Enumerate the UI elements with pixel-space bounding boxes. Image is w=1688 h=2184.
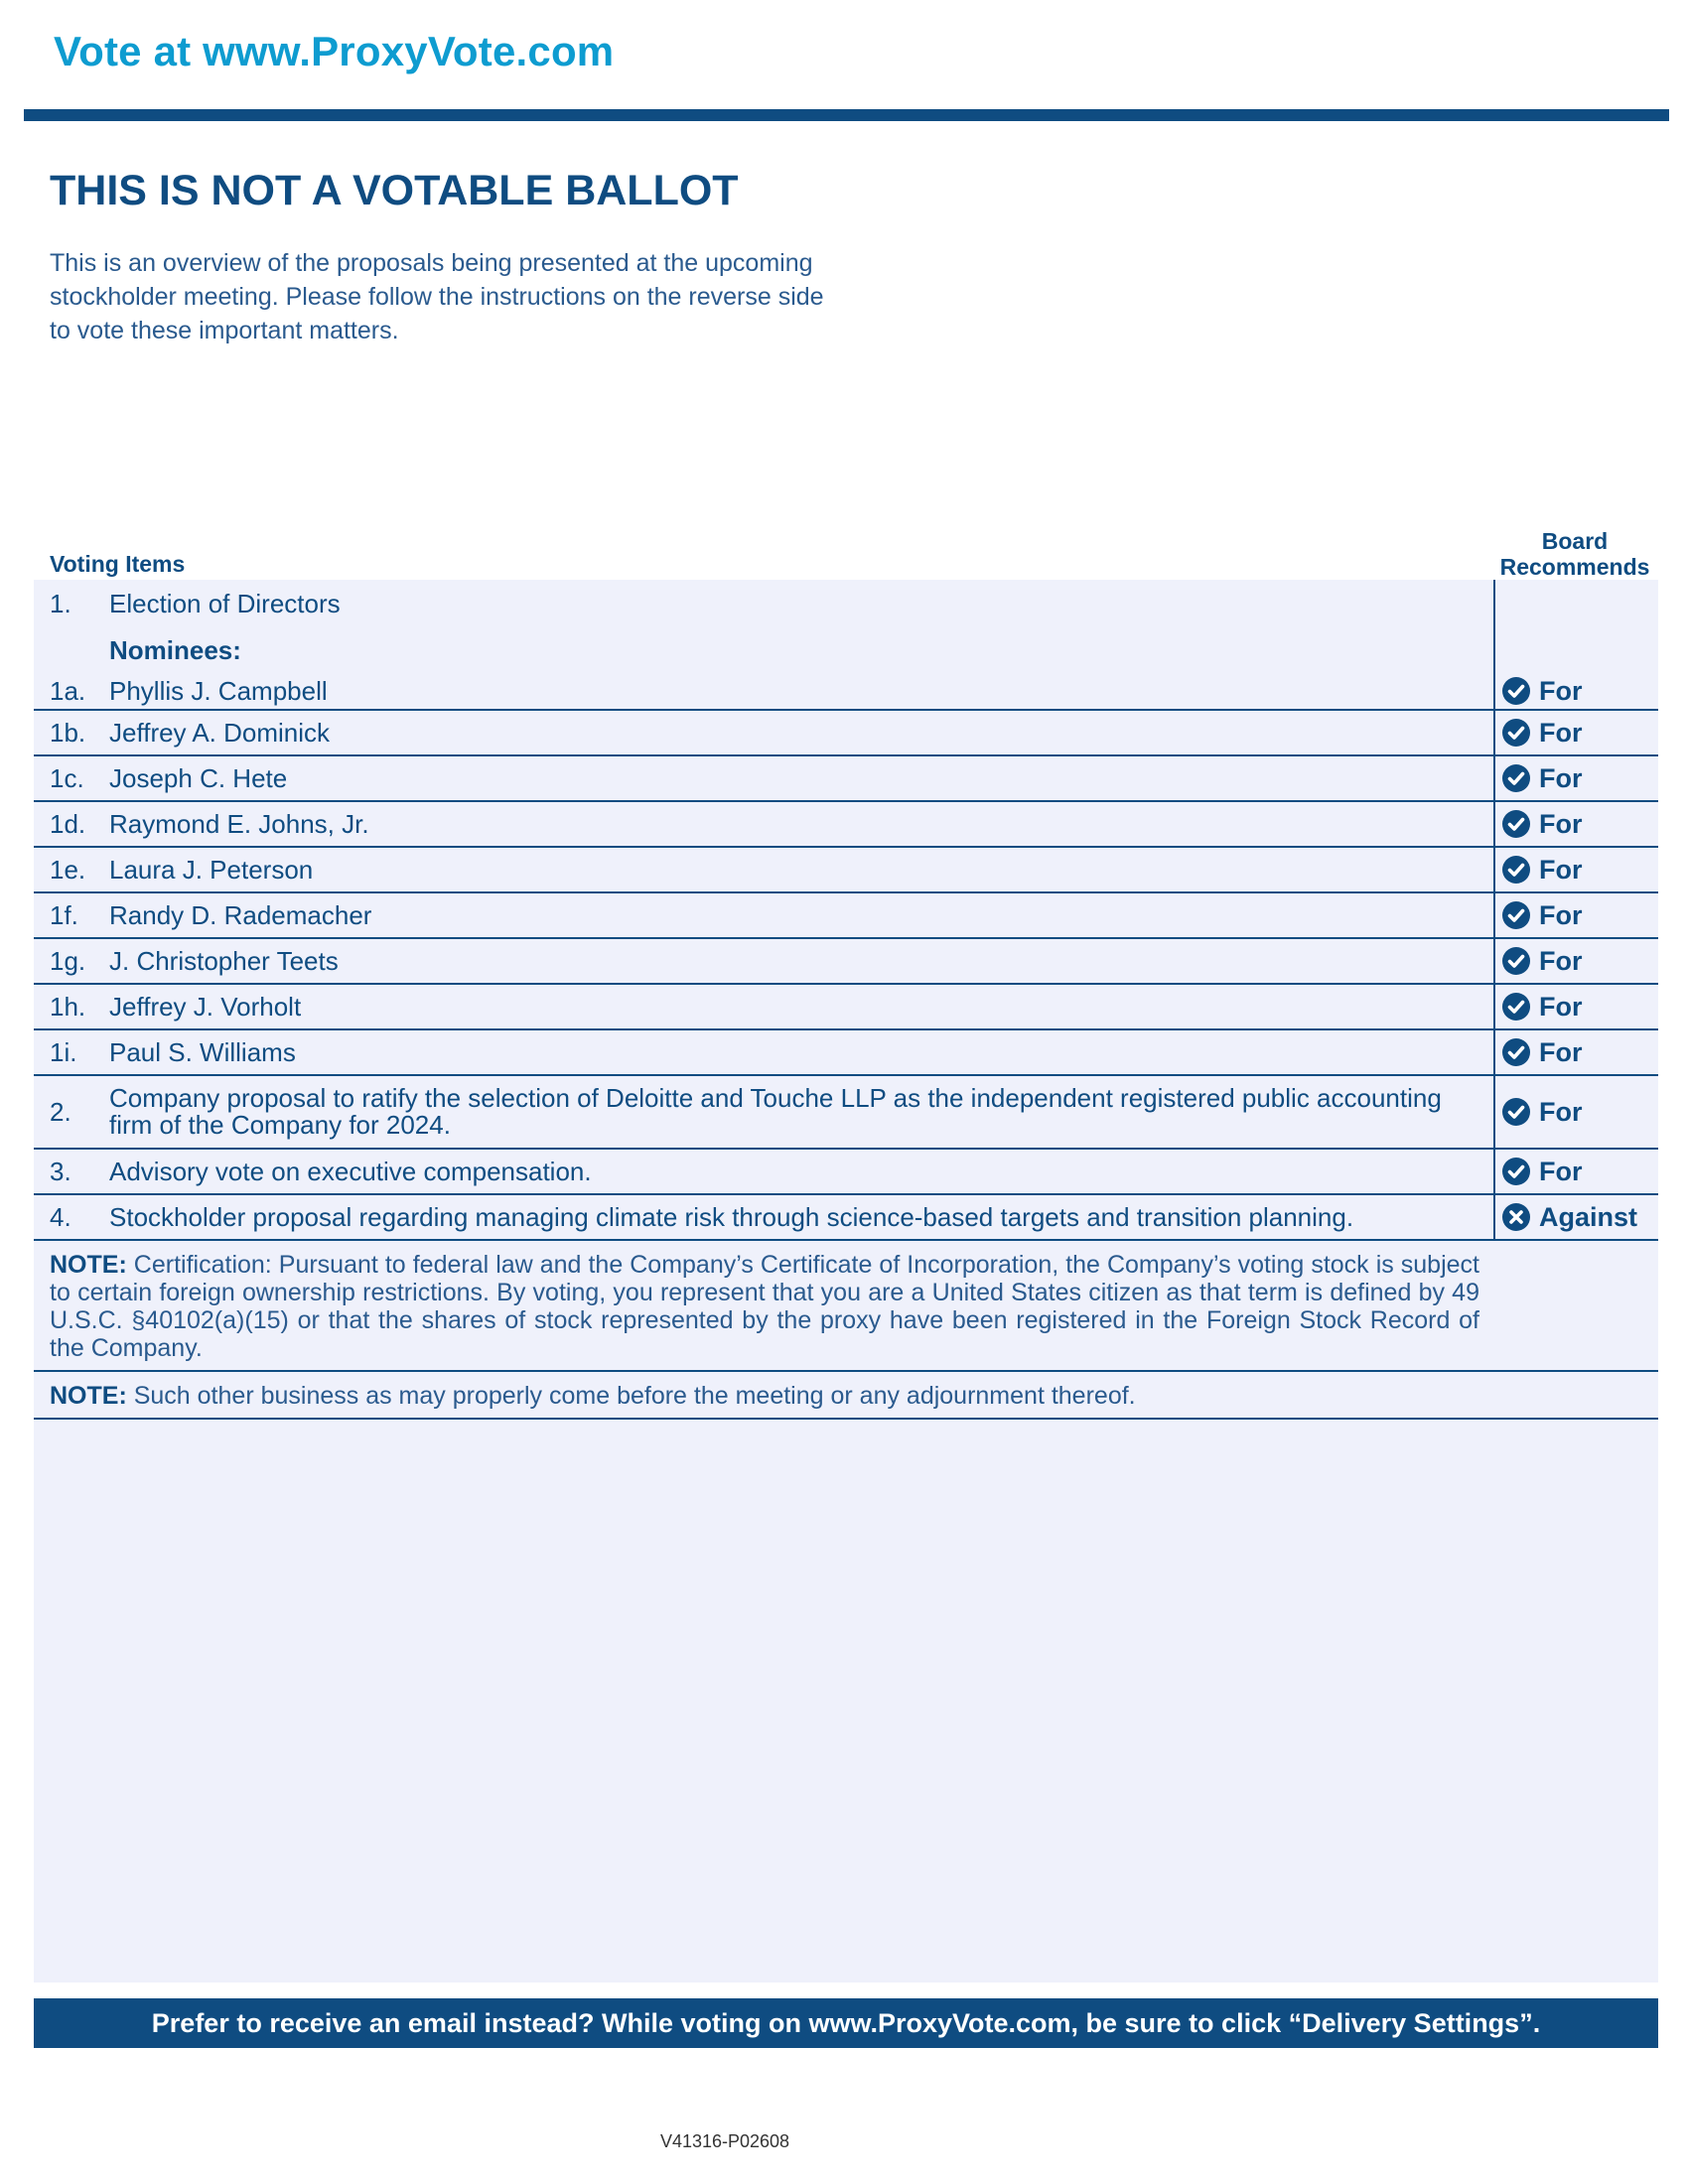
table-row (34, 802, 1658, 848)
item-text: Joseph C. Hete (109, 762, 288, 793)
item-text: Stockholder proposal regarding managing climate risk through science-based targets and transition planning. (109, 1201, 1354, 1232)
recommendation-label: For (1539, 899, 1583, 930)
note-certification (34, 1241, 1658, 1372)
recommendation-label: For (1539, 762, 1583, 793)
recommendation-label: For (1539, 945, 1583, 976)
footer-banner: Prefer to receive an email instead? While voting on www.ProxyVote.com, be sure to click “Delivery Settings”. (34, 1998, 1658, 2048)
recommendation-cell (1495, 580, 1658, 628)
recommendation-cell (1495, 985, 1658, 1028)
nominees-label: Nominees: (109, 635, 241, 665)
check-circle-icon (1501, 718, 1531, 748)
item-number: 1f. (50, 899, 78, 930)
item-number: 3. (50, 1156, 71, 1186)
recommendation-cell (1495, 756, 1658, 800)
item-text: Phyllis J. Campbell (109, 675, 328, 706)
item-cell (34, 711, 1495, 754)
check-circle-icon (1501, 1157, 1531, 1186)
board-label: Board (1541, 528, 1609, 554)
recommendation-cell (1495, 939, 1658, 983)
item-number: 1e. (50, 854, 86, 885)
table-row (34, 1076, 1658, 1150)
voting-items-table (34, 580, 1658, 1420)
check-circle-icon (1501, 992, 1531, 1022)
page-title: THIS IS NOT A VOTABLE BALLOT (50, 167, 739, 214)
item-number: 1. (50, 589, 71, 618)
recommendation-label: For (1539, 717, 1583, 748)
check-circle-icon (1501, 1097, 1531, 1127)
item-number: 1d. (50, 808, 86, 839)
recommendation-label: For (1539, 808, 1583, 839)
check-circle-icon (1501, 900, 1531, 930)
recommendation-cell (1495, 1150, 1658, 1193)
note-body: Certification: Pursuant to federal law and the Company’s Certificate of Incorporation, the Company’s voting stock is subject to certain foreign ownership restrictions. By voting, you represent that you are a United States citizen as that term is defined by 49 U.S.C. §40102(a)(15) or that the shares of stock represented by the proxy have been registered in the Foreign Stock Record of the Company. (50, 1251, 1479, 1362)
item-text: Paul S. Williams (109, 1036, 296, 1067)
recommendation-cell (1495, 1030, 1658, 1074)
item-cell (34, 1150, 1495, 1193)
recommendation-label: For (1539, 1036, 1583, 1067)
election-row (34, 580, 1658, 628)
item-number: 1a. (50, 675, 86, 706)
recommendation-cell (1495, 1076, 1658, 1148)
item-cell (34, 802, 1495, 846)
table-row (34, 985, 1658, 1030)
election-cell (34, 580, 1495, 628)
recommendation-label: Against (1539, 1201, 1638, 1232)
item-cell (34, 939, 1495, 983)
table-row (34, 1150, 1658, 1195)
x-circle-icon (1501, 1202, 1531, 1232)
item-text: J. Christopher Teets (109, 945, 339, 976)
intro-text: This is an overview of the proposals being presented at the upcoming stockholder meeting. Please follow the instructions on the reverse side to vote these important matters. (50, 249, 824, 344)
table-row (34, 893, 1658, 939)
note-certification-text (34, 1241, 1495, 1370)
item-number: 2. (50, 1096, 71, 1127)
recommends-label: Recommends (1499, 554, 1650, 580)
recommendation-cell (1495, 1195, 1658, 1239)
recommendation-cell (1495, 711, 1658, 754)
table-row (34, 939, 1658, 985)
note-other-business-text (34, 1372, 1495, 1418)
item-number: 1g. (50, 945, 86, 976)
item-number: 1c. (50, 762, 84, 793)
item-text: Jeffrey J. Vorholt (109, 991, 302, 1022)
check-circle-icon (1501, 809, 1531, 839)
recommendation-label: For (1539, 854, 1583, 885)
recommendation-label: For (1539, 675, 1583, 706)
check-circle-icon (1501, 676, 1531, 706)
note-body: Such other business as may properly come before the meeting or any adjournment thereof. (126, 1382, 1136, 1410)
table-row (34, 673, 1658, 711)
item-number: 1h. (50, 991, 86, 1022)
item-cell (34, 1030, 1495, 1074)
recommendation-cell (1495, 802, 1658, 846)
column-header-board-recommends (1495, 528, 1654, 580)
table-row (34, 711, 1658, 756)
item-cell (34, 673, 1495, 709)
item-cell (34, 985, 1495, 1028)
item-text: Election of Directors (109, 589, 341, 618)
recommendation-label: For (1539, 1156, 1583, 1186)
item-text: Raymond E. Johns, Jr. (109, 808, 369, 839)
table-row (34, 848, 1658, 893)
item-cell (34, 756, 1495, 800)
recommendation-label: For (1539, 991, 1583, 1022)
item-number: 4. (50, 1201, 71, 1232)
item-cell (34, 1076, 1495, 1148)
document-code: V41316-P02608 (659, 2131, 790, 2151)
table-row (34, 1030, 1658, 1076)
note-label: NOTE: (50, 1251, 127, 1279)
check-circle-icon (1501, 1037, 1531, 1067)
item-text: Randy D. Rademacher (109, 899, 372, 930)
check-circle-icon (1501, 946, 1531, 976)
note-other-business (34, 1372, 1658, 1420)
item-cell (34, 893, 1495, 937)
item-text: Jeffrey A. Dominick (109, 717, 331, 748)
nominees-cell (34, 628, 1495, 673)
column-header-voting-items: Voting Items (50, 551, 186, 577)
table-row (34, 756, 1658, 802)
recommendation-label: For (1539, 1096, 1583, 1127)
recommendation-cell (1495, 893, 1658, 937)
item-cell (34, 848, 1495, 891)
check-circle-icon (1501, 763, 1531, 793)
item-text: Laura J. Peterson (109, 854, 314, 885)
item-text: Company proposal to ratify the selection of Deloitte and Touche LLP as the independent registered public accounting firm of the Company for 2024. (109, 1083, 1442, 1140)
item-cell (34, 1195, 1495, 1239)
check-circle-icon (1501, 855, 1531, 885)
vote-link-header[interactable]: Vote at www.ProxyVote.com (54, 28, 615, 74)
item-text: Advisory vote on executive compensation. (109, 1156, 592, 1186)
nominees-row (34, 628, 1658, 673)
recommendation-cell (1495, 848, 1658, 891)
item-number: 1b. (50, 717, 86, 748)
note-label: NOTE: (50, 1382, 127, 1410)
header-rule (24, 109, 1669, 121)
recommendation-cell (1495, 673, 1658, 709)
table-row (34, 1195, 1658, 1241)
item-number: 1i. (50, 1036, 77, 1067)
